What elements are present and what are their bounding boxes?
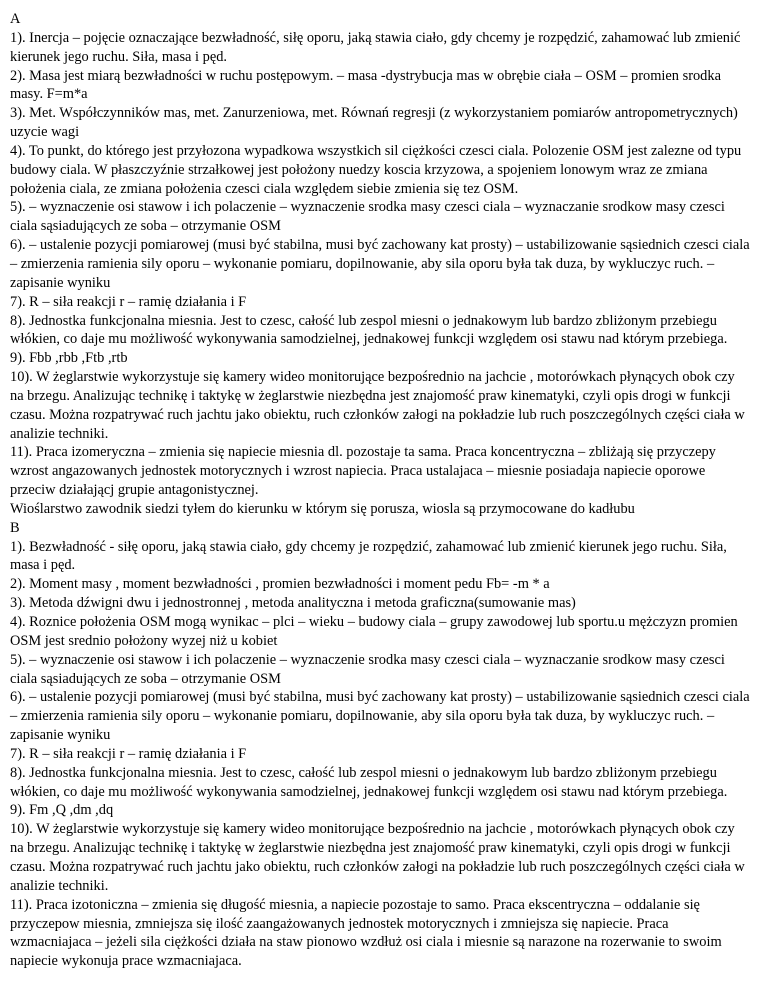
section-b-item-1: 1). Bezwładność - siłę oporu, jaką stawia ciało, gdy chcemy je rozpędzić, zahamować lub zmienić kierunek jego ruchu. Siła, masa i pęd. [10,538,727,574]
section-b-item-4: 4). Roznice położenia OSM mogą wynikac – plci – wieku – budowy ciala – grupy zawodowej lub sportu.u mężczyzn promien OSM jest srednio położony wyzej niż u kobiet [10,614,738,649]
section-a-item-5: 5). – wyznaczenie osi stawow i ich polaczenie – wyznaczenie srodka masy czesci ciala – wyznaczanie srodkow masy czesci ciala sąsiadujących ze soba – otrzymanie OSM [10,199,725,235]
section-b-item-9: 9). Fm ,Q ,dm ,dq [10,802,114,819]
section-a-item-7: 7). R – siła reakcji r – ramię działania i F [10,293,247,310]
section-a-item-8: 8). Jednostka funkcjonalna miesnia. Jest to czesc, całość lub zespol miesni o jednakowym lub bardzo zbliżonym przebiegu włókien, co daje mu możliwość wykonywania samodzielnej, jednakowej funkcji względem osi stawu nad którym przebiega. [10,312,728,348]
section-a-item-3: 3). Met. Współczynników mas, met. Zanurzeniowa, met. Równań regresji (z wykorzystaniem pomiarów antropometrycznych) uzycie wagi [10,105,738,141]
section-a-item-2: 2). Masa jest miarą bezwładności w ruchu postępowym. – masa -dystrybucja mas w obrębie ciała – OSM – promien srodka masy. F=m*a [10,67,721,103]
section-b-item-6: 6). – ustalenie pozycji pomiarowej (musi być stabilna, musi być zachowany kat prosty) – ustabilizowanie sąsiednich czesci ciala – zmierzenia ramienia sily oporu – wykonanie pomiaru, dopilnowanie, aby sila oporu była tak duza, by wykluczyc ruch. – zapisanie wyniku [10,689,750,744]
section-b-item-2: 2). Moment masy , moment bezwładności , promien bezwładności i moment pedu Fb= -m * a [10,576,550,593]
section-b-heading: B [10,519,20,536]
section-b-item-8: 8). Jednostka funkcjonalna miesnia. Jest to czesc, całość lub zespol miesni o jednakowym lub bardzo zbliżonym przebiegu włókien, co daje mu możliwość wykonywania samodzielnej, jednakowej funkcji względem osi stawu nad którym przebiega. [10,764,728,800]
section-a-item-11: 11). Praca izomeryczna – zmienia się napiecie miesnia dl. pozostaje ta sama. Praca koncentryczna – zbliżają się przyczepy wzrost angazowanych jednostek motorycznych i wzrost napiecia. Praca ustalajaca – miesnie posiadaja napiecie oporowe przeciw działającj grupie antagonistycznej. [10,444,716,499]
section-b-item-5: 5). – wyznaczenie osi stawow i ich polaczenie – wyznaczenie srodka masy czesci ciala – wyznaczanie srodkow masy czesci ciala sąsiadujących ze soba – otrzymanie OSM [10,651,725,687]
section-a-item-10: 10). W żeglarstwie wykorzystuje się kamery wideo monitorujące bezpośrednio na jachcie , motorówkach płynących obok czy na brzegu. Analizując technikę i taktykę w żeglarstwie niezbędna jest znajomość praw kinematyki, czyli opis drogi w funkcji czasu. Można rozpatrywać ruch jachtu jako obiektu, ruch członków załogi na pokładzie lub ruch poszczególnych części ciała w analizie techniki. [10,369,745,442]
section-a-item-6: 6). – ustalenie pozycji pomiarowej (musi być stabilna, musi być zachowany kat prosty) – ustabilizowanie sąsiednich czesci ciala – zmierzenia ramienia sily oporu – wykonanie pomiaru, dopilnowanie, aby sila oporu była tak duza, by wykluczyc ruch. – zapisanie wyniku [10,237,750,291]
section-a-item-4: 4). To punkt, do którego jest przyłozona wypadkowa wszystkich sil ciężkości czesci ciala. Polozenie OSM jest zalezne od typu budowy ciala. W płaszczyźnie strzałkowej jest położony nuedzy koscia krzyzowa, a spojeniem lonowym wraz ze zmiana położenia ciala, ze zmiana położenia czesci ciala względem siebie zmienia się tez OSM. [10,142,742,197]
section-a-item-9: 9). Fbb ,rbb ,Ftb ,rtb [10,350,128,367]
section-b-item-7: 7). R – siła reakcji r – ramię działania i F [10,745,247,762]
section-a-note: Wioślarstwo zawodnik siedzi tyłem do kierunku w którym się porusza, wiosla są przymocowane do kadłubu [10,500,635,517]
section-a-heading: A [10,11,21,27]
section-b-item-11: 11). Praca izotoniczna – zmienia się długość miesnia, a napiecie pozostaje to samo. Praca ekscentryczna – oddalanie się przyczepow miesnia, zmniejsza się ilość zaangażowanych jednostek motorycznych i zmniejsza się napiecie. Praca wzmacniajaca – jeżeli sila ciężkości działa na staw pionowo wzdłuż osi ciala i miesnie są narazone na rozerwanie to swoim napiecie wykonuja prace wzmacniajaca. [10,896,722,970]
section-a-item-1: 1). Inercja – pojęcie oznaczające bezwładność, siłę oporu, jaką stawia ciało, gdy chcemy je rozpędzić, zahamować lub zmienić kierunek jego ruchu. Siła, masa i pęd. [10,29,741,65]
section-b-item-10: 10). W żeglarstwie wykorzystuje się kamery wideo monitorujące bezpośrednio na jachcie , motorówkach płynących obok czy na brzegu. Analizując technikę i taktykę w żeglarstwie niezbędna jest znajomość praw kinematyki, czyli opis drogi w funkcji czasu. Można rozpatrywać ruch jachtu jako obiektu, ruch członków załogi na pokładzie lub ruch poszczególnych części ciała w analizie techniki. [10,821,745,894]
section-b-item-3: 3). Metoda dźwigni dwu i jednostronnej , metoda analityczna i metoda graficzna(sumowanie mas) [10,595,576,612]
